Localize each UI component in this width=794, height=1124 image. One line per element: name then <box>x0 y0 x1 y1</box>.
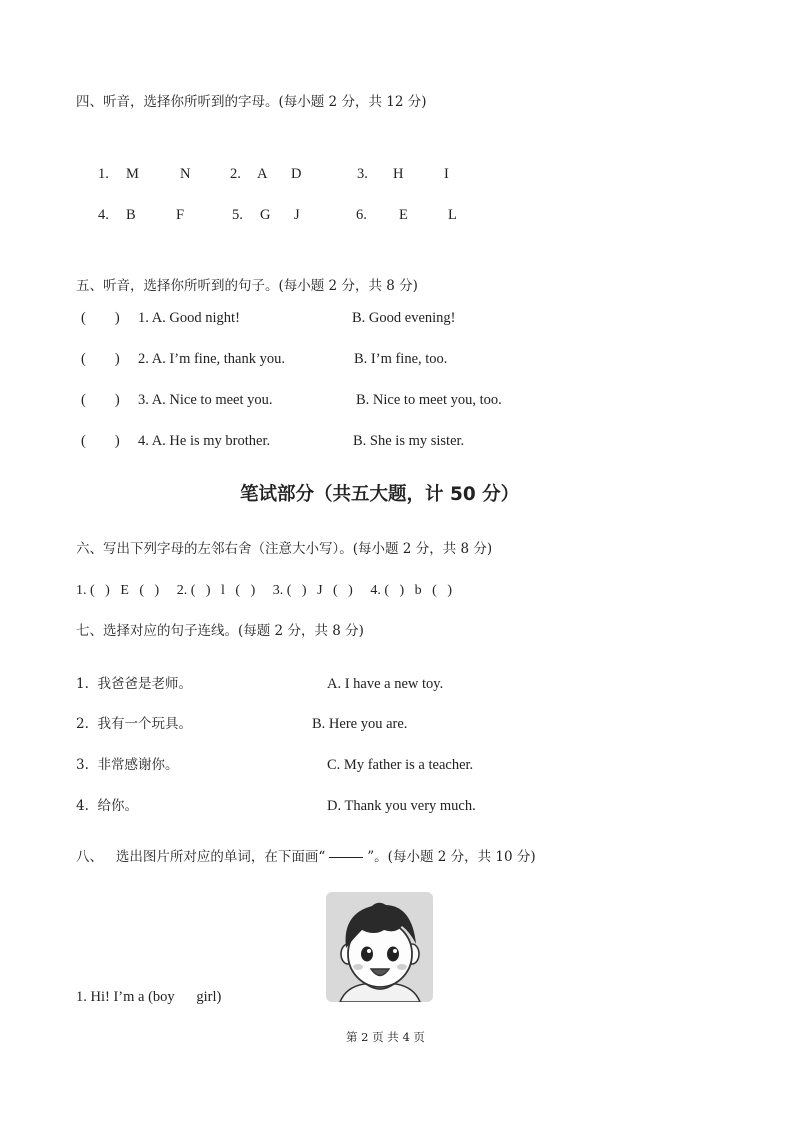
option-b: B. I’m fine, too. <box>354 351 448 367</box>
letter-option: H <box>393 166 404 182</box>
written-section-heading: 笔试部分（共五大题，计 50 分） <box>240 484 520 505</box>
match-right-item: D. Thank you very much. <box>327 798 476 814</box>
letter-option: J <box>294 207 300 223</box>
answer-paren: ( ) <box>81 392 120 408</box>
letter-option: M <box>126 166 139 182</box>
letter-option: A <box>257 166 268 182</box>
match-left-item: 1. 我爸爸是老师。 <box>76 676 192 692</box>
section6-title: 六、写出下列字母的左邻右舍（注意大小写）。(每小题 2 分，共 8 分) <box>76 541 493 557</box>
boy-face-icon <box>326 892 433 1002</box>
page-number-footer: 第 2 页 共 4 页 <box>346 1030 425 1044</box>
q-number: 5. <box>232 207 243 223</box>
letter-option: E <box>399 207 408 223</box>
letter-option: N <box>180 166 191 182</box>
underline-sample <box>329 857 363 858</box>
option-a: 2. A. I’m fine, thank you. <box>138 351 285 367</box>
letter-option: G <box>260 207 271 223</box>
q-number: 2. <box>230 166 241 182</box>
option-a: 4. A. He is my brother. <box>138 433 271 449</box>
match-left-item: 3. 非常感谢你。 <box>76 757 179 773</box>
section7-title: 七、选择对应的句子连线。(每题 2 分，共 8 分) <box>76 623 364 639</box>
match-right-item: C. My father is a teacher. <box>327 757 474 773</box>
letter-option: I <box>444 166 449 182</box>
q-number: 4. <box>98 207 109 223</box>
letter-option: F <box>176 207 185 223</box>
answer-paren: ( ) <box>81 433 120 449</box>
option-b: B. Good evening! <box>352 310 456 326</box>
option-b: B. Nice to meet you, too. <box>356 392 502 408</box>
boy-picture <box>326 892 433 1002</box>
section8-q1: 1. Hi! I’m a (boy girl) <box>76 989 222 1005</box>
option-a: 3. A. Nice to meet you. <box>138 392 273 408</box>
answer-paren: ( ) <box>81 351 120 367</box>
match-left-item: 4. 给你。 <box>76 798 138 814</box>
section5-title: 五、听音，选择你所听到的句子。(每小题 2 分，共 8 分) <box>76 278 418 294</box>
letter-option: B <box>126 207 136 223</box>
option-b: B. She is my sister. <box>353 433 465 449</box>
option-a: 1. A. Good night! <box>138 310 240 326</box>
match-right-item: B. Here you are. <box>312 716 408 732</box>
q-number: 3. <box>357 166 368 182</box>
section6-letters-line: 1. ( ) E ( ) 2. ( ) l ( ) 3. ( ) J ( ) 4. ( ) b ( ) <box>76 583 452 598</box>
section8-title-post: ”。(每小题 2 分，共 10 分) <box>367 849 536 865</box>
q-number: 1. <box>98 166 109 182</box>
section8-title <box>76 848 536 866</box>
letter-option: D <box>291 166 302 182</box>
match-right-item: A. I have a new toy. <box>327 676 444 692</box>
answer-paren: ( ) <box>81 310 120 326</box>
section8-title-pre: 八、 选出图片所对应的单词，在下面画“ <box>76 849 326 865</box>
section4-title: 四、听音，选择你所听到的字母。(每小题 2 分，共 12 分) <box>76 94 427 110</box>
q-number: 6. <box>356 207 367 223</box>
match-left-item: 2. 我有一个玩具。 <box>76 716 192 732</box>
letter-option: L <box>448 207 457 223</box>
